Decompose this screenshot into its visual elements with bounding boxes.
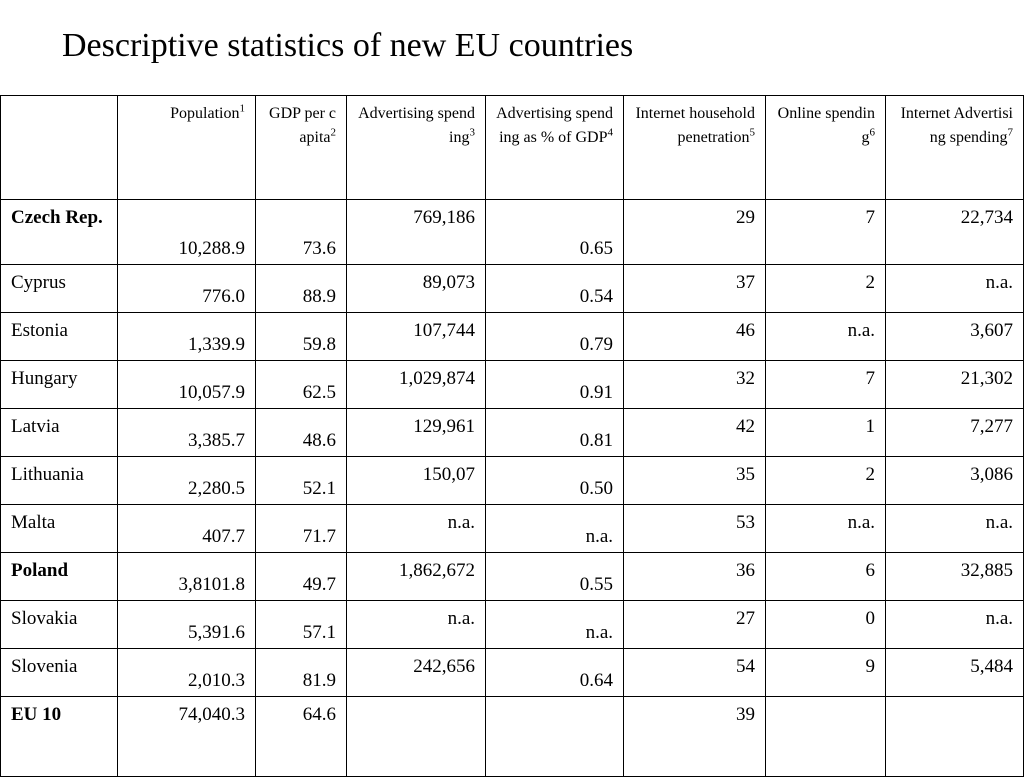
cell-internet-penetration: 36 [624, 553, 766, 601]
cell-advertising-pct-gdp: 0.81 [486, 409, 624, 457]
page-title: Descriptive statistics of new EU countries [62, 27, 634, 64]
cell-advertising-spending: n.a. [347, 505, 486, 553]
cell-online-spending [766, 697, 886, 777]
cell-internet-penetration: 32 [624, 361, 766, 409]
cell-country: Estonia [1, 313, 118, 361]
cell-internet-advertising-spending [886, 697, 1024, 777]
cell-gdp-per-capita: 57.1 [256, 601, 347, 649]
cell-gdp-per-capita: 59.8 [256, 313, 347, 361]
table-row [1, 265, 1024, 313]
cell-population: 2,280.5 [118, 457, 256, 505]
cell-advertising-spending: 150,07 [347, 457, 486, 505]
cell-advertising-pct-gdp: 0.55 [486, 553, 624, 601]
cell-advertising-spending: 107,744 [347, 313, 486, 361]
table-body [1, 200, 1024, 777]
cell-internet-advertising-spending: 3,086 [886, 457, 1024, 505]
table-row [1, 457, 1024, 505]
cell-internet-advertising-spending: 3,607 [886, 313, 1024, 361]
cell-country: Poland [1, 553, 118, 601]
cell-advertising-spending: 1,029,874 [347, 361, 486, 409]
table-row [1, 697, 1024, 777]
cell-advertising-spending: 89,073 [347, 265, 486, 313]
cell-internet-advertising-spending: 21,302 [886, 361, 1024, 409]
cell-advertising-spending: 1,862,672 [347, 553, 486, 601]
cell-online-spending: 1 [766, 409, 886, 457]
cell-advertising-pct-gdp: n.a. [486, 505, 624, 553]
cell-online-spending: 9 [766, 649, 886, 697]
table-row [1, 409, 1024, 457]
cell-advertising-spending: 129,961 [347, 409, 486, 457]
cell-internet-penetration: 46 [624, 313, 766, 361]
cell-online-spending: n.a. [766, 505, 886, 553]
header-advertising-pct-gdp: Advertising spending as % of GDP$^4$ [486, 96, 624, 200]
cell-gdp-per-capita: 52.1 [256, 457, 347, 505]
cell-advertising-spending [347, 697, 486, 777]
cell-population: 776.0 [118, 265, 256, 313]
cell-internet-penetration: 42 [624, 409, 766, 457]
cell-online-spending: 7 [766, 361, 886, 409]
cell-internet-advertising-spending: n.a. [886, 601, 1024, 649]
header-advertising-spending: Advertising spending$^3$ [347, 96, 486, 200]
header-population: Population$^1$ [118, 96, 256, 200]
cell-advertising-spending: n.a. [347, 601, 486, 649]
cell-internet-advertising-spending: 32,885 [886, 553, 1024, 601]
cell-online-spending: 7 [766, 200, 886, 265]
cell-advertising-spending: 242,656 [347, 649, 486, 697]
cell-internet-penetration: 39 [624, 697, 766, 777]
cell-advertising-pct-gdp: n.a. [486, 601, 624, 649]
header-internet-advertising-spending: Internet Advertising spending$^7$ [886, 96, 1024, 200]
cell-online-spending: 0 [766, 601, 886, 649]
cell-online-spending: n.a. [766, 313, 886, 361]
cell-gdp-per-capita: 71.7 [256, 505, 347, 553]
cell-gdp-per-capita: 88.9 [256, 265, 347, 313]
cell-advertising-pct-gdp: 0.50 [486, 457, 624, 505]
cell-online-spending: 2 [766, 457, 886, 505]
cell-internet-penetration: 27 [624, 601, 766, 649]
cell-internet-advertising-spending: 7,277 [886, 409, 1024, 457]
cell-country: EU 10 [1, 697, 118, 777]
cell-population: 3,385.7 [118, 409, 256, 457]
cell-gdp-per-capita: 64.6 [256, 697, 347, 777]
header-online-spending: Online spending$^6$ [766, 96, 886, 200]
cell-advertising-pct-gdp: 0.65 [486, 200, 624, 265]
cell-population: 407.7 [118, 505, 256, 553]
cell-advertising-pct-gdp: 0.54 [486, 265, 624, 313]
cell-country: Lithuania [1, 457, 118, 505]
table-header-row [1, 96, 1024, 200]
table-row [1, 553, 1024, 601]
table-row [1, 200, 1024, 265]
cell-population: 74,040.3 [118, 697, 256, 777]
cell-population: 1,339.9 [118, 313, 256, 361]
table-row [1, 601, 1024, 649]
cell-country: Latvia [1, 409, 118, 457]
table-row [1, 505, 1024, 553]
cell-gdp-per-capita: 73.6 [256, 200, 347, 265]
table-row [1, 649, 1024, 697]
cell-advertising-pct-gdp: 0.64 [486, 649, 624, 697]
cell-population: 10,288.9 [118, 200, 256, 265]
cell-internet-advertising-spending: 22,734 [886, 200, 1024, 265]
cell-advertising-pct-gdp [486, 697, 624, 777]
cell-population: 10,057.9 [118, 361, 256, 409]
cell-country: Czech Rep. [1, 200, 118, 265]
cell-advertising-pct-gdp: 0.91 [486, 361, 624, 409]
cell-internet-penetration: 29 [624, 200, 766, 265]
cell-internet-penetration: 54 [624, 649, 766, 697]
cell-advertising-spending: 769,186 [347, 200, 486, 265]
cell-gdp-per-capita: 48.6 [256, 409, 347, 457]
cell-internet-penetration: 35 [624, 457, 766, 505]
cell-population: 5,391.6 [118, 601, 256, 649]
cell-population: 2,010.3 [118, 649, 256, 697]
cell-online-spending: 6 [766, 553, 886, 601]
cell-country: Cyprus [1, 265, 118, 313]
cell-gdp-per-capita: 49.7 [256, 553, 347, 601]
cell-internet-penetration: 37 [624, 265, 766, 313]
cell-country: Slovenia [1, 649, 118, 697]
statistics-table [0, 95, 1024, 777]
header-internet-penetration: Internet household penetration$^5$ [624, 96, 766, 200]
header-country [1, 96, 118, 200]
cell-country: Slovakia [1, 601, 118, 649]
cell-advertising-pct-gdp: 0.79 [486, 313, 624, 361]
cell-online-spending: 2 [766, 265, 886, 313]
cell-country: Malta [1, 505, 118, 553]
table-row [1, 313, 1024, 361]
header-gdp-per-capita: GDP per capita$^2$ [256, 96, 347, 200]
cell-gdp-per-capita: 81.9 [256, 649, 347, 697]
cell-country: Hungary [1, 361, 118, 409]
cell-gdp-per-capita: 62.5 [256, 361, 347, 409]
cell-internet-advertising-spending: n.a. [886, 505, 1024, 553]
cell-internet-penetration: 53 [624, 505, 766, 553]
table-row [1, 361, 1024, 409]
cell-internet-advertising-spending: n.a. [886, 265, 1024, 313]
cell-internet-advertising-spending: 5,484 [886, 649, 1024, 697]
cell-population: 3,8101.8 [118, 553, 256, 601]
